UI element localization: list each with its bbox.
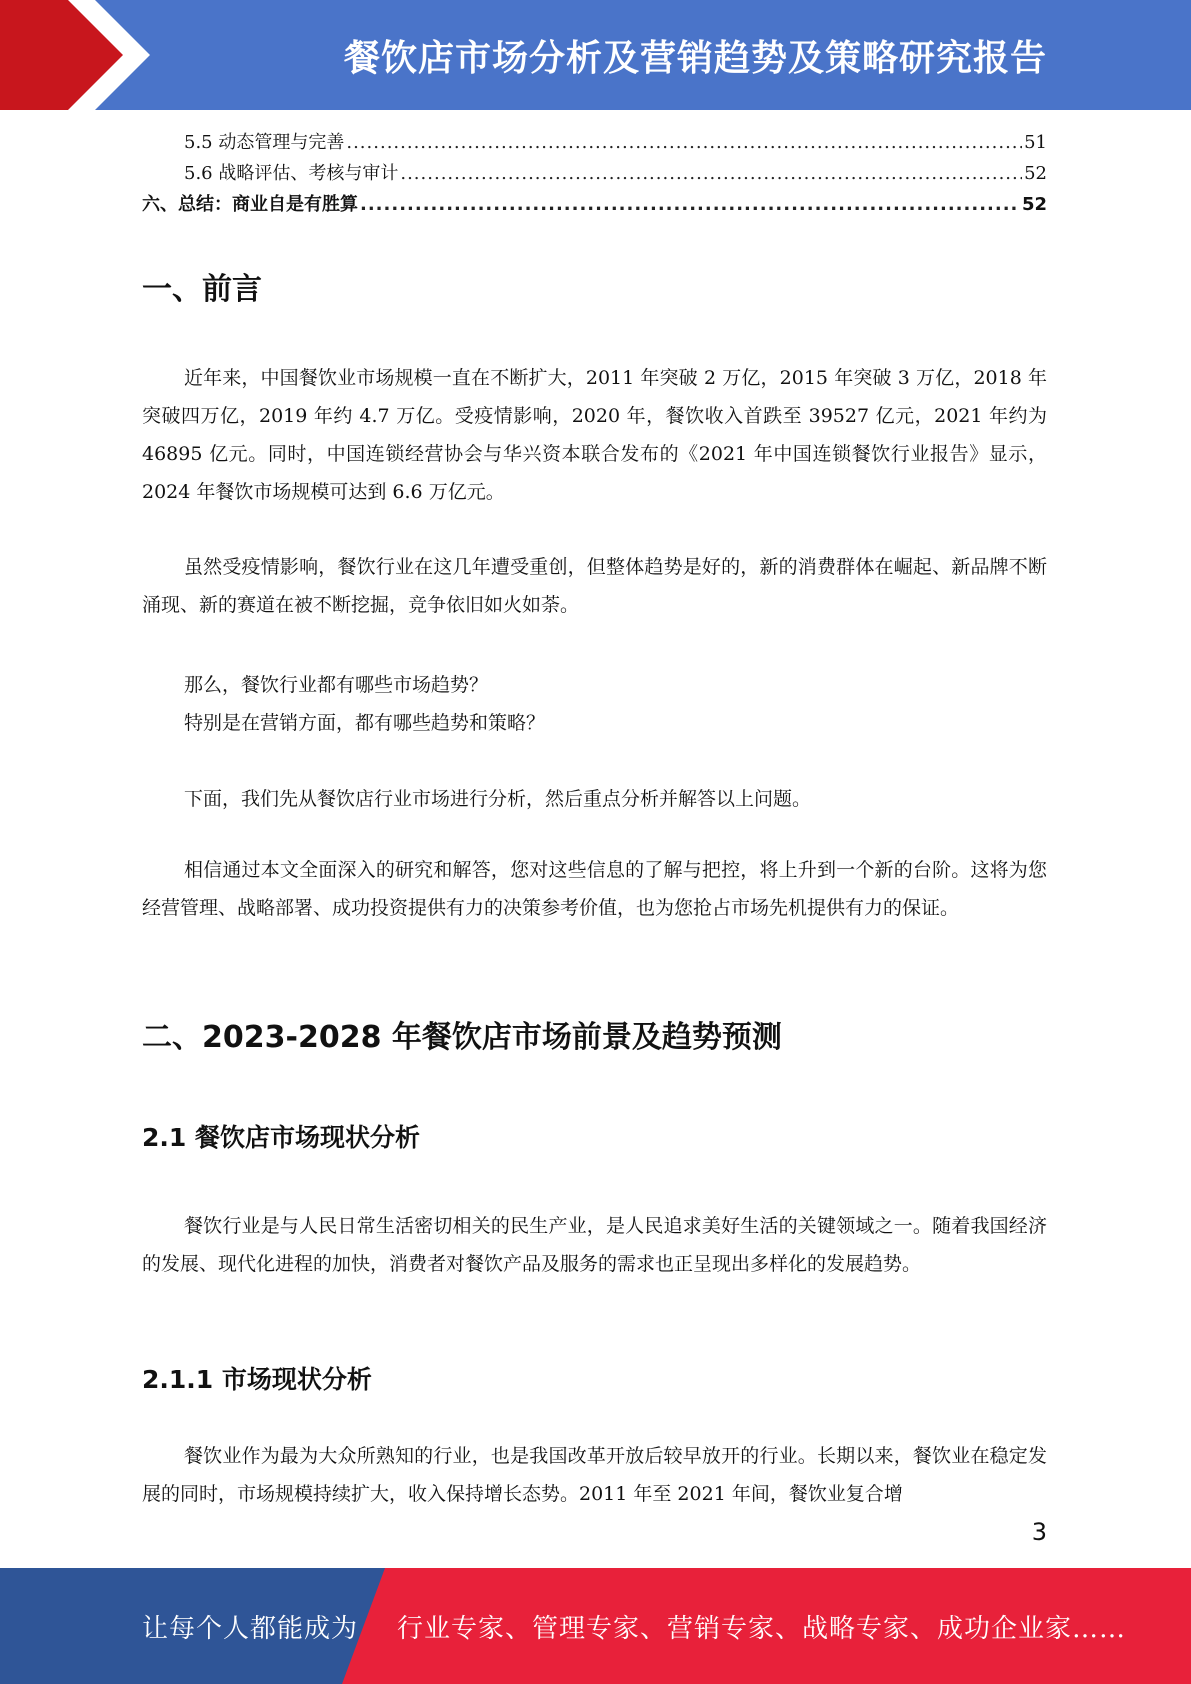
question-line: 特别是在营销方面，都有哪些趋势和策略？ xyxy=(184,712,546,734)
paragraph: 餐饮行业是与人民日常生活密切相关的民生产业，是人民追求美好生活的关键领域之一。随着我国经济的发展、现代化进程的加快，消费者对餐饮产品及服务的需求也正呈现出多样化的发展趋势。 xyxy=(142,1215,1047,1275)
paragraph: 虽然受疫情影响，餐饮行业在这几年遭受重创，但整体趋势是好的，新的消费群体在崛起、新品牌不断涌现、新的赛道在被不断挖掘，竞争依旧如火如荼。 xyxy=(142,556,1047,616)
toc-leader-dots xyxy=(346,132,1022,153)
footer-banner xyxy=(0,1568,1191,1684)
toc-entry-label: 六、总结：商业自是有胜算 xyxy=(142,194,358,215)
subsection-heading: 2.1.1 市场现状分析 xyxy=(142,1365,372,1394)
toc-leader-dots xyxy=(360,194,1020,215)
paragraph: 近年来，中国餐饮业市场规模一直在不断扩大，2011 年突破 2 万亿，2015 年突破 3 万亿，2018 年突破四万亿，2019 年约 4.7 万亿。受疫情影响，2020 年，餐饮收入首跌至 39527 亿元，2021 年约为 46895 亿元。同时，中国连锁经营协会与华兴资本联合发布的《2021 年中国连锁餐饮行业报告》显示，2024 年餐饮市场规模可达到 6.6 万亿元。 xyxy=(142,367,1047,503)
toc-entry-label: 5.6 战略评估、考核与审计 xyxy=(184,163,399,184)
footer-slogan-left: 让每个人都能成为 xyxy=(142,1613,359,1644)
section-heading-preface: 一、前言 xyxy=(142,272,262,307)
toc-entry[interactable] xyxy=(142,159,1047,190)
page-number: 3 xyxy=(1031,1518,1047,1546)
question-line: 那么，餐饮行业都有哪些市场趋势？ xyxy=(184,674,489,696)
toc-entry-page: 51 xyxy=(1024,132,1047,153)
paragraph: 餐饮业作为最为大众所熟知的行业，也是我国改革开放后较早放开的行业。长期以来，餐饮业在稳定发展的同时，市场规模持续扩大，收入保持增长态势。2011 年至 2021 年间，餐饮业复合增 xyxy=(142,1445,1047,1505)
toc-entry[interactable] xyxy=(142,190,1047,221)
toc-entry-label: 5.5 动态管理与完善 xyxy=(184,132,345,153)
table-of-contents xyxy=(142,128,1047,221)
subsection-heading: 2.1 餐饮店市场现状分析 xyxy=(142,1123,420,1152)
toc-entry-page: 52 xyxy=(1024,163,1047,184)
toc-leader-dots xyxy=(400,163,1022,184)
footer-slogan-right: 行业专家、管理专家、营销专家、战略专家、成功企业家…… xyxy=(397,1613,1127,1644)
toc-entry-page: 52 xyxy=(1021,194,1047,215)
section-heading-forecast: 二、2023-2028 年餐饮店市场前景及趋势预测 xyxy=(142,1020,782,1055)
document-title: 餐饮店市场分析及营销趋势及策略研究报告 xyxy=(343,37,1047,79)
paragraph: 下面，我们先从餐饮店行业市场进行分析，然后重点分析并解答以上问题。 xyxy=(184,788,812,810)
toc-entry[interactable] xyxy=(142,128,1047,159)
paragraph: 相信通过本文全面深入的研究和解答，您对这些信息的了解与把控，将上升到一个新的台阶。这将为您经营管理、战略部署、成功投资提供有力的决策参考价值，也为您抢占市场先机提供有力的保证。 xyxy=(142,859,1047,919)
header-banner xyxy=(0,0,1191,110)
